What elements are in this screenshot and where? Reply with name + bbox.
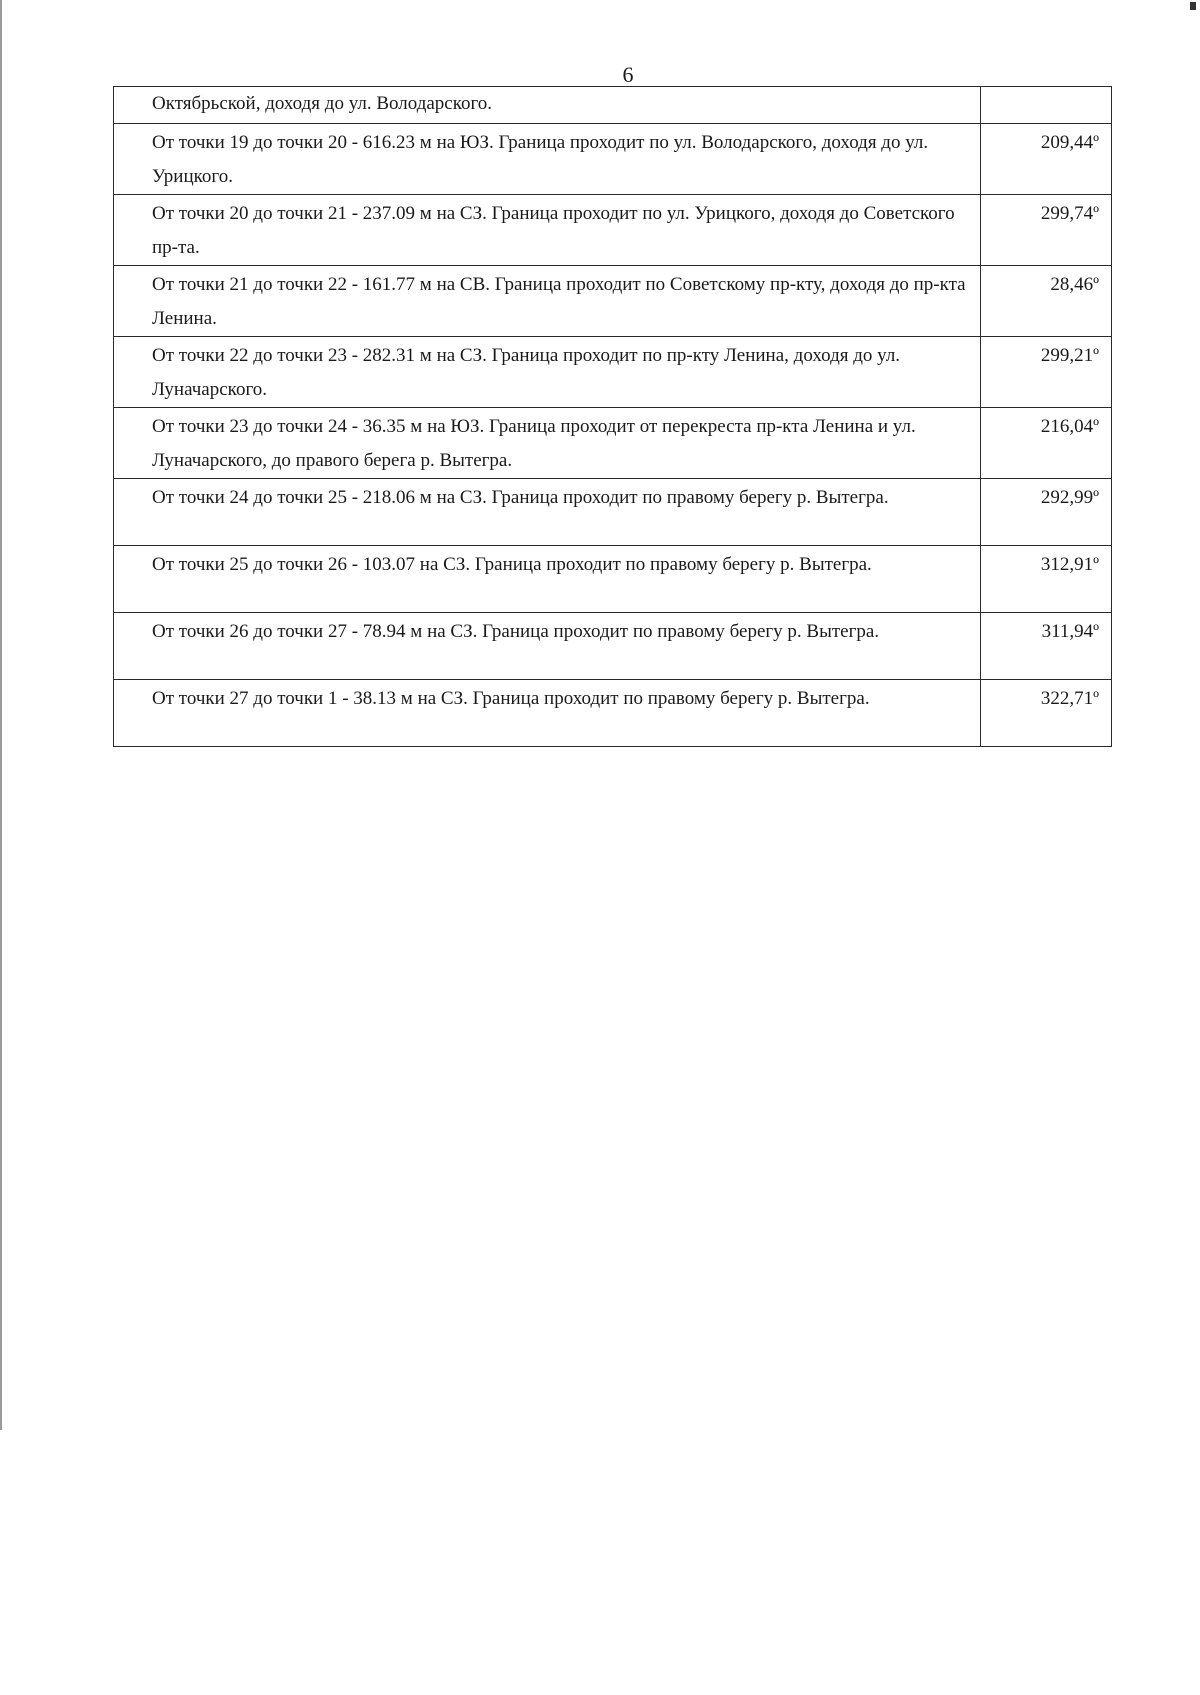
row-description: От точки 25 до точки 26 - 103.07 на СЗ. Граница проходит по правому берегу р. Вытегра. bbox=[114, 546, 981, 613]
table-row bbox=[114, 546, 1112, 613]
row-description: От точки 21 до точки 22 - 161.77 м на СВ. Граница проходит по Советскому пр-кту, доходя до пр-кта Ленина. bbox=[114, 266, 981, 337]
row-description: От точки 26 до точки 27 - 78.94 м на СЗ. Граница проходит по правому берегу р. Вытегра. bbox=[114, 613, 981, 680]
table-row bbox=[114, 479, 1112, 546]
row-angle: 299,21º bbox=[981, 337, 1112, 408]
row-angle: 312,91º bbox=[981, 546, 1112, 613]
row-angle: 28,46º bbox=[981, 266, 1112, 337]
row-angle: 216,04º bbox=[981, 408, 1112, 479]
table-row bbox=[114, 408, 1112, 479]
row-description: От точки 24 до точки 25 - 218.06 м на СЗ. Граница проходит по правому берегу р. Вытегра. bbox=[114, 479, 981, 546]
table-row bbox=[114, 337, 1112, 408]
table-row bbox=[114, 266, 1112, 337]
row-angle: 292,99º bbox=[981, 479, 1112, 546]
scan-edge bbox=[0, 0, 2, 1430]
row-description: От точки 27 до точки 1 - 38.13 м на СЗ. Граница проходит по правому берегу р. Вытегра. bbox=[114, 680, 981, 747]
table-row bbox=[114, 195, 1112, 266]
table-row bbox=[114, 124, 1112, 195]
boundary-description-table bbox=[113, 86, 1112, 747]
table-row bbox=[114, 613, 1112, 680]
row-angle bbox=[981, 87, 1112, 124]
row-angle: 299,74º bbox=[981, 195, 1112, 266]
page-number: 6 bbox=[622, 62, 634, 87]
row-description: От точки 20 до точки 21 - 237.09 м на СЗ. Граница проходит по ул. Урицкого, доходя до Советского пр-та. bbox=[114, 195, 981, 266]
row-description: От точки 19 до точки 20 - 616.23 м на ЮЗ. Граница проходит по ул. Володарского, доходя до ул. Урицкого. bbox=[114, 124, 981, 195]
table-row-continuation bbox=[114, 87, 1112, 124]
row-angle: 311,94º bbox=[981, 613, 1112, 680]
table-row bbox=[114, 680, 1112, 747]
row-angle: 209,44º bbox=[981, 124, 1112, 195]
scan-mark bbox=[1190, 2, 1196, 10]
row-description: Октябрьской, доходя до ул. Володарского. bbox=[114, 87, 981, 124]
row-description: От точки 22 до точки 23 - 282.31 м на СЗ. Граница проходит по пр-кту Ленина, доходя до ул. Луначарского. bbox=[114, 337, 981, 408]
row-description: От точки 23 до точки 24 - 36.35 м на ЮЗ. Граница проходит от перекреста пр-кта Ленина и ул. Луначарского, до правого берега р. Вытегра. bbox=[114, 408, 981, 479]
row-angle: 322,71º bbox=[981, 680, 1112, 747]
